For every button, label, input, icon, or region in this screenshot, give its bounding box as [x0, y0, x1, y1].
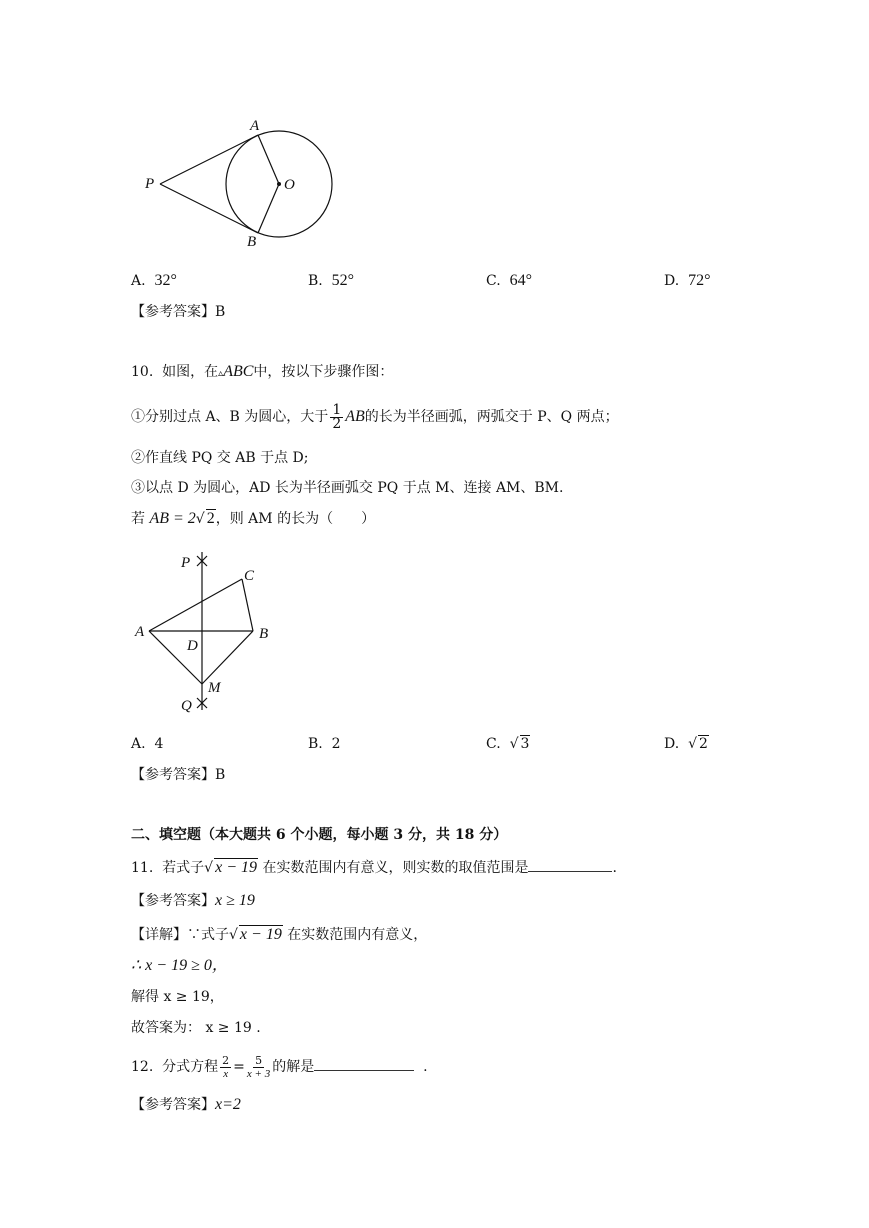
- q11-detail: 【详解】∵式子√ x − 19 在实数范围内有意义，: [131, 926, 428, 943]
- label-c: C: [244, 568, 255, 584]
- q11-line2: ∴ x − 19 ≥ 0，: [131, 957, 228, 974]
- answer-blank: [528, 859, 612, 872]
- label-b: B: [247, 234, 257, 250]
- q10-step3: ③以点 D 为圆心，AD 长为半径画弧交 PQ 于点 M、连接 AM、BM.: [131, 480, 564, 496]
- q9-figure: [140, 115, 350, 255]
- center-dot: [277, 182, 281, 186]
- q10-option-c: C. √ 3: [486, 736, 530, 752]
- q11-line3: 解得 x ≥ 19，: [131, 989, 224, 1005]
- label-m: M: [208, 680, 221, 696]
- q12-question: 12. 分式方程 $\frac{2}{x}$ = $\frac{5}{x + 3}$ 的解是 .: [131, 1053, 428, 1080]
- q10-answer: 【参考答案】B: [131, 767, 226, 783]
- label-d: D: [187, 638, 198, 654]
- q10-step2: ②作直线 PQ 交 AB 于点 D;: [131, 450, 309, 466]
- radius-oa: [258, 135, 279, 184]
- section-heading: 二、填空题（本大题共 6 个小题，每小题 3 分，共 18 分）: [131, 827, 508, 843]
- q9-option-a: A. 32°: [131, 272, 177, 289]
- q9-answer: 【参考答案】B: [131, 304, 226, 320]
- label-a: A: [250, 118, 260, 134]
- answer-blank: [314, 1058, 414, 1071]
- q10-option-d: D. √ 2: [664, 736, 708, 752]
- segment-ac: [149, 579, 242, 631]
- label-o: O: [284, 177, 295, 193]
- q9-option-c: C. 64°: [486, 272, 532, 289]
- q11-line4: 故答案为： x ≥ 19 .: [131, 1020, 261, 1036]
- q10-intro: 10. 如图，在▵ABC中，按以下步骤作图：: [131, 363, 394, 380]
- q10-condition: 若 AB = 2√ 2，则 AM 的长为（ ）: [131, 510, 376, 527]
- q9-option-d: D. 72°: [664, 272, 711, 289]
- segment-cb: [242, 579, 253, 631]
- label-b: B: [259, 626, 269, 642]
- label-q: Q: [181, 698, 192, 714]
- q9-option-b: B. 52°: [308, 272, 355, 289]
- q10-option-a: A. 4: [131, 736, 164, 752]
- tangent-pb: [160, 184, 258, 233]
- q10-step1: ①分别过点 A、B 为圆心，大于 $\frac{1}{2}$ AB的长为半径画弧，两弧交于 P、Q 两点；: [131, 401, 619, 432]
- q11-answer: 【参考答案】x ≥ 19: [131, 892, 255, 909]
- radius-ob: [258, 184, 279, 233]
- label-a: A: [135, 624, 145, 640]
- q10-figure: [130, 548, 280, 718]
- label-p: P: [181, 555, 191, 571]
- q10-option-b: B. 2: [308, 736, 341, 752]
- tangent-pa: [160, 135, 258, 184]
- segment-bm: [202, 631, 253, 684]
- label-p: P: [145, 176, 155, 192]
- q12-answer: 【参考答案】x=2: [131, 1096, 241, 1113]
- q11-question: 11. 若式子√ x − 19 在实数范围内有意义，则实数的取值范围是 .: [131, 859, 617, 876]
